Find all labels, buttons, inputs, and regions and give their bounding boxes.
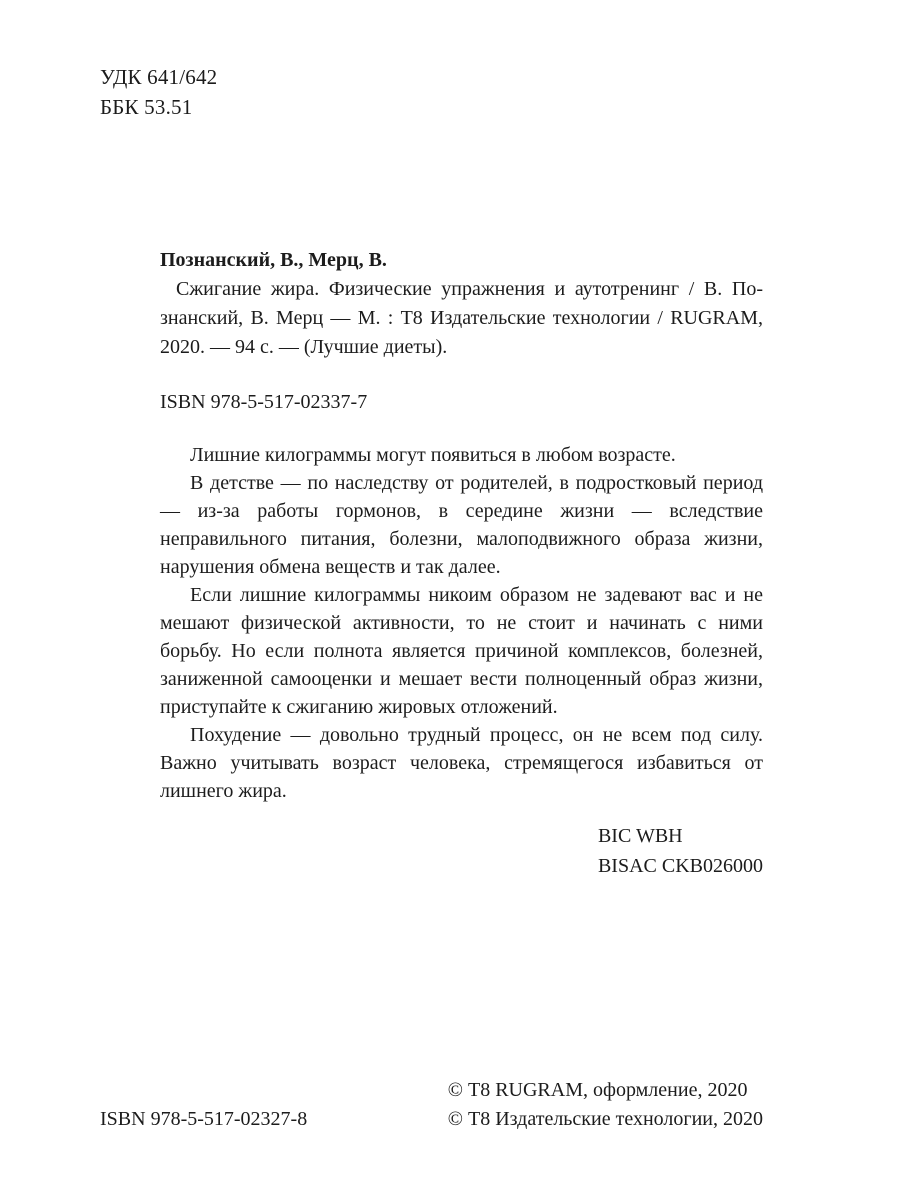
- authors-line: Познанский, В., Мерц, В.: [160, 249, 387, 271]
- isbn-line: ISBN 978-5-517-02337-7: [160, 391, 368, 413]
- annotation-paragraph: Похудение — довольно трудный процесс, он не всем под силу. Важно учитывать возраст человека, стремящегося избавиться от лишнего жира.: [160, 724, 763, 802]
- bic-code-line: BIC WBH: [597, 825, 683, 847]
- bisac-code-line: BISAC CKB026000: [597, 855, 763, 877]
- bibliographic-description: Сжигание жира. Физические упражнения и аутотренинг / В. Познанский, В. Мерц — М. : Т8 Издательские технологии / RUGRAM, 2020. — 94 с. — (Лучшие диеты).: [160, 278, 763, 358]
- bibliographic-record: [160, 246, 763, 417]
- classification-block: [100, 62, 763, 122]
- annotation: [160, 441, 763, 805]
- annotation-paragraph: Если лишние килограммы никоим образом не задевают вас и не мешают физической активности, то не стоит и начинать с ними борьбу. Но если полнота является причиной комплексов, болезней, заниженной самооценки и мешает вести полноценный образ жизни, приступайте к сжиганию жировых отложений.: [160, 584, 763, 718]
- classification-codes: [598, 821, 763, 881]
- footer-isbn: ISBN 978-5-517-02327-8: [100, 1108, 308, 1130]
- copyright-line: © Т8 RUGRAM, оформление, 2020: [447, 1079, 748, 1101]
- copyright-block: [448, 1076, 763, 1134]
- annotation-paragraph: Лишние килограммы могут появиться в любом возрасте.: [190, 444, 676, 466]
- footer: [100, 1076, 763, 1134]
- bbk-line: ББК 53.51: [100, 95, 193, 119]
- annotation-paragraph: В детстве — по наследству от родителей, в подростковый период — из-за работы гормонов, в середине жизни — вследствие неправильного питания, болезни, малоподвижного образа жизни, нарушения обмена веществ и так далее.: [160, 472, 763, 578]
- udk-line: УДК 641/642: [100, 65, 218, 89]
- copyright-line: © Т8 Издательские технологии, 2020: [447, 1108, 763, 1130]
